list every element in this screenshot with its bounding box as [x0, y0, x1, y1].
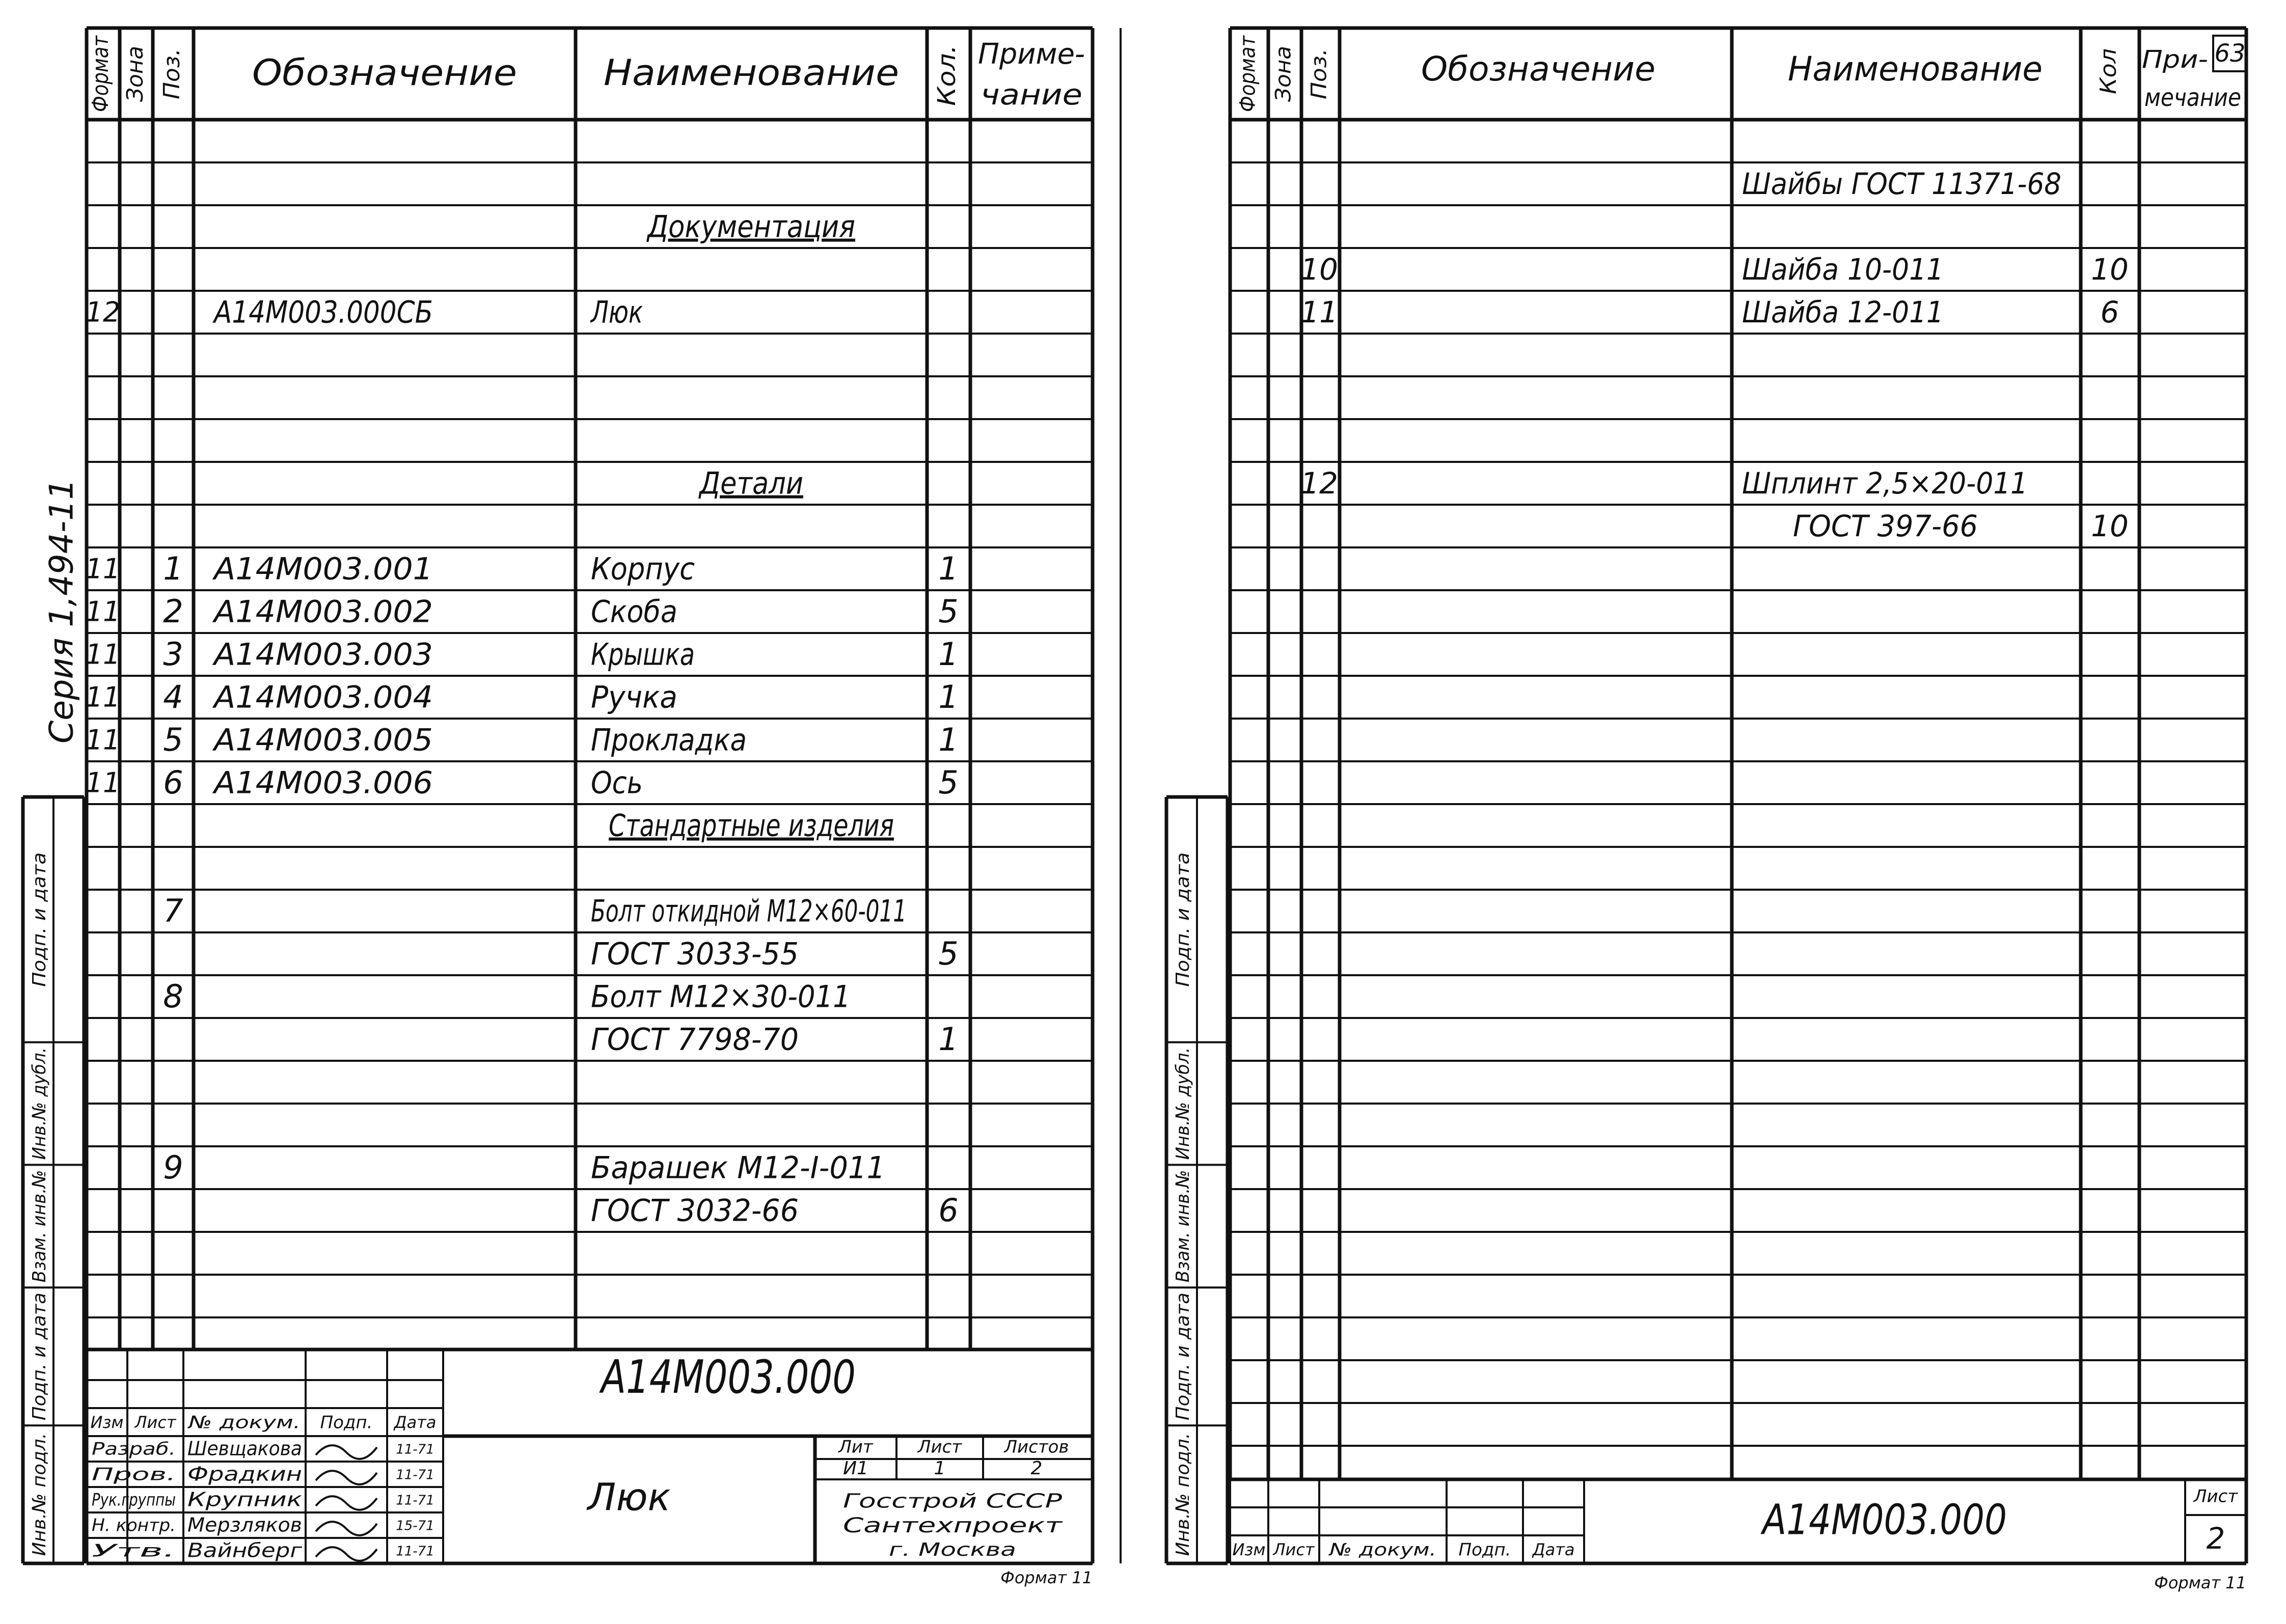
sheet1-cell-designation: А14М003.004	[211, 679, 433, 715]
sheet1-cell-qty: 5	[938, 764, 959, 802]
sheet2-tb-docnumber: А14М003.000	[1760, 1496, 2007, 1545]
sheet1-tb-org2: Сантехпроект	[843, 1514, 1064, 1537]
sheet1-cell-name: Болт откидной М12×60-011	[591, 893, 907, 929]
sheet2-header-format: Формат	[1235, 25, 1260, 112]
sheet1-tb-sheet-label: Лист	[917, 1437, 962, 1457]
signature-scribble	[316, 1445, 377, 1459]
sheet1-cell-designation: А14М003.002	[211, 594, 433, 630]
sheet1-tb-date: 11-71	[396, 1493, 434, 1508]
sheet2-cell-pos: 12	[1300, 466, 1338, 501]
sheet1-cell-name: Болт М12×30-011	[591, 979, 851, 1015]
sheet2-cell-pos: 11	[1300, 295, 1338, 330]
sheet2-header-note1: При-	[2142, 45, 2208, 74]
sheet2-stamp-label: Подп. и дата	[1173, 1295, 1193, 1421]
sheet2-header-qty: Кол	[2096, 50, 2121, 94]
sheet1-tb-role: Н. контр.	[92, 1515, 176, 1536]
sheet1-tb-docnumber: А14М003.000	[599, 1350, 856, 1404]
sheet1-cell-format: 12	[85, 296, 121, 328]
sheet2-tb-sheet-label: Лист	[2193, 1486, 2238, 1507]
sheet1-cell-qty: 5	[938, 935, 959, 973]
sheet1-cell-qty: 1	[938, 721, 959, 759]
sheet2-cell-qty: 10	[2091, 509, 2129, 544]
sheet1-section-title: Детали	[698, 465, 803, 502]
sheet2-tb-izm: Изм	[1232, 1540, 1266, 1559]
sheet1-cell-name: Скоба	[591, 594, 677, 630]
sheet1-tb-sheets-value: 2	[1030, 1458, 1043, 1479]
sheet1-cell-format: 11	[85, 553, 121, 585]
sheet1-tb-date: 11-71	[396, 1467, 434, 1483]
sheet1-tb-role: Разраб.	[92, 1439, 176, 1460]
sheet1-cell-qty: 1	[938, 678, 959, 716]
sheet1-cell-pos: 6	[163, 764, 183, 802]
sheet2-format-note: Формат 11	[2154, 1573, 2246, 1592]
sheet2-tb-podp: Подп.	[1458, 1539, 1511, 1560]
sheet1-section-title: Документация	[646, 209, 855, 245]
sheet1-cell-format: 11	[85, 638, 121, 671]
sheet1-header-zone: Зона	[122, 45, 148, 102]
sheet1-stamp-label: Взам. инв.№	[29, 1164, 50, 1283]
sheet1-cell-format: 11	[85, 681, 121, 713]
sheet1-stamp-label: Инв.№ подл.	[29, 1435, 50, 1556]
sheet1-tb-person: Шевщакова	[187, 1437, 302, 1460]
sheet1-cell-name: Ручка	[591, 679, 677, 715]
sheet1-header-pos: Поз.	[159, 49, 185, 99]
sheet1-tb-person: Крупник	[187, 1488, 303, 1511]
sheet1-tb-person: Мерзляков	[187, 1513, 302, 1536]
sheet2-cell-pos: 10	[1300, 252, 1338, 287]
sheet1-header-format: Формат	[88, 21, 114, 112]
sheet2-cell-name: Шплинт 2,5×20-011	[1742, 466, 2028, 501]
sheet1-cell-qty: 6	[938, 1192, 959, 1229]
sheet1-header-designation: Обозначение	[252, 52, 517, 94]
sheet1-section-title: Стандартные изделия	[609, 808, 894, 844]
sheet1-cell-designation: А14М003.000СБ	[212, 294, 433, 331]
sheet1-tb-lit-value: И1	[843, 1458, 868, 1479]
sheet1-header-note2: чание	[981, 78, 1082, 112]
sheet2-cell-name: ГОСТ 397-66	[1793, 509, 1978, 544]
sheet1-cell-pos: 4	[163, 678, 183, 716]
sheet1-cell-qty: 1	[938, 550, 959, 588]
series-label: Серия 1,494-11	[43, 482, 81, 744]
signature-scribble	[316, 1547, 377, 1561]
sheet1-tb-date: 11-71	[396, 1544, 434, 1559]
sheet2-header-note2: мечание	[2144, 84, 2241, 112]
sheet2-cell-qty: 10	[2091, 252, 2129, 287]
sheet1-tb-date: 11-71	[396, 1442, 434, 1457]
sheet1-tb-person: Фрадкин	[187, 1463, 302, 1485]
sheet1-header-note1: Приме-	[978, 38, 1085, 71]
sheet1-tb-list: Лист	[134, 1413, 176, 1432]
sheet1-cell-name: Корпус	[591, 551, 695, 587]
sheet1-cell-pos: 2	[163, 593, 183, 630]
sheet2-header-name: Наименование	[1788, 49, 2043, 89]
sheet1-cell-name: Ось	[591, 765, 643, 801]
sheet1-cell-qty: 1	[938, 636, 959, 673]
sheet1-tb-sheets-label: Листов	[1004, 1437, 1069, 1457]
sheet2-header-designation: Обозначение	[1421, 49, 1655, 89]
sheet2-cell-name: Шайба 12-011	[1742, 295, 1944, 330]
sheet2-tb-list: Лист	[1273, 1540, 1315, 1559]
sheet1-format-note: Формат 11	[1000, 1568, 1093, 1587]
sheet1-tb-role: Утв.	[92, 1540, 176, 1561]
sheet2-tb-data: Дата	[1532, 1540, 1575, 1559]
sheet1-cell-pos: 9	[163, 1149, 183, 1187]
sheet1-cell-name: ГОСТ 3032-66	[591, 1193, 799, 1229]
sheet2-header-pos: Поз.	[1306, 52, 1331, 99]
sheet1-cell-name: Барашек М12-I-011	[591, 1150, 885, 1186]
sheet2-cell-qty: 6	[2100, 295, 2119, 330]
sheet1-cell-format: 11	[85, 724, 121, 756]
sheet1-cell-pos: 1	[163, 550, 183, 588]
signature-scribble	[316, 1496, 377, 1510]
sheet1-cell-format: 11	[85, 766, 121, 799]
sheet1-tb-lit-label: Лит	[838, 1437, 873, 1457]
sheet2-tb-sheet-value: 2	[2206, 1521, 2225, 1556]
sheet1-cell-format: 11	[85, 595, 121, 628]
sheet1-cell-name: Прокладка	[591, 722, 747, 758]
sheet1-cell-designation: А14М003.003	[211, 637, 433, 673]
sheet1-header-qty: Кол.	[933, 50, 961, 106]
sheet2-cell-name: Шайбы ГОСТ 11371-68	[1742, 167, 2061, 202]
sheet1-tb-person: Вайнберг	[187, 1539, 303, 1562]
sheet1-cell-pos: 7	[163, 892, 183, 930]
sheet1-tb-podp: Подп.	[320, 1412, 373, 1433]
sheet1-cell-qty: 1	[938, 1021, 959, 1058]
sheet1-tb-date: 15-71	[396, 1518, 434, 1534]
sheet1-tb-org3: г. Москва	[889, 1539, 1016, 1560]
sheet2-header-zone: Зона	[1270, 48, 1296, 102]
sheet1-tb-sheet-value: 1	[934, 1458, 946, 1479]
sheet1-header-name: Наименование	[604, 52, 899, 94]
sheet1-tb-izm: Изм	[90, 1413, 124, 1432]
sheet1-stamp-label: Инв.№ дубл.	[29, 1040, 50, 1160]
sheet1-cell-pos: 3	[163, 636, 183, 673]
sheet1-tb-org1: Госстрой СССР	[843, 1490, 1063, 1512]
sheet1-stamp-label: Подп. и дата	[29, 1295, 50, 1421]
sheet1-cell-name: ГОСТ 7798-70	[591, 1022, 799, 1058]
sheet2-cell-name: Шайба 10-011	[1742, 252, 1944, 287]
sheet1-cell-name: Крышка	[591, 637, 695, 673]
sheet1-cell-designation: А14М003.001	[211, 551, 433, 587]
sheet1-cell-designation: А14М003.006	[211, 765, 433, 801]
sheet2-stamp-label: Взам. инв.№	[1173, 1164, 1193, 1283]
sheet1-tb-role: Пров.	[92, 1464, 176, 1485]
sheet1-tb-data: Дата	[394, 1413, 437, 1432]
sheet1-stamp-label: Подп. и дата	[29, 862, 50, 987]
sheet2-stamp-label: Инв.№ подл.	[1173, 1435, 1193, 1556]
sheet1-cell-name: ГОСТ 3033-55	[591, 936, 799, 972]
sheet2-stamp-label: Инв.№ дубл.	[1173, 1040, 1193, 1160]
sheet1-tb-ndokum: № докум.	[187, 1412, 301, 1433]
sheet2-tb-ndokum: № докум.	[1328, 1539, 1436, 1560]
sheet1-cell-pos: 8	[163, 978, 183, 1015]
sheet1-cell-name: Люк	[590, 294, 643, 331]
signature-scribble	[316, 1522, 377, 1535]
sheet2-page-number: 63	[2214, 39, 2246, 68]
sheet1-cell-designation: А14М003.005	[211, 722, 433, 758]
signature-scribble	[316, 1471, 377, 1484]
sheet1-cell-pos: 5	[163, 721, 183, 759]
sheet2-stamp-label: Подп. и дата	[1173, 862, 1193, 987]
sheet1-tb-product: Люк	[587, 1475, 671, 1520]
sheet1-cell-qty: 5	[938, 593, 959, 630]
sheet1-tb-role: Рук.группы	[92, 1490, 176, 1510]
